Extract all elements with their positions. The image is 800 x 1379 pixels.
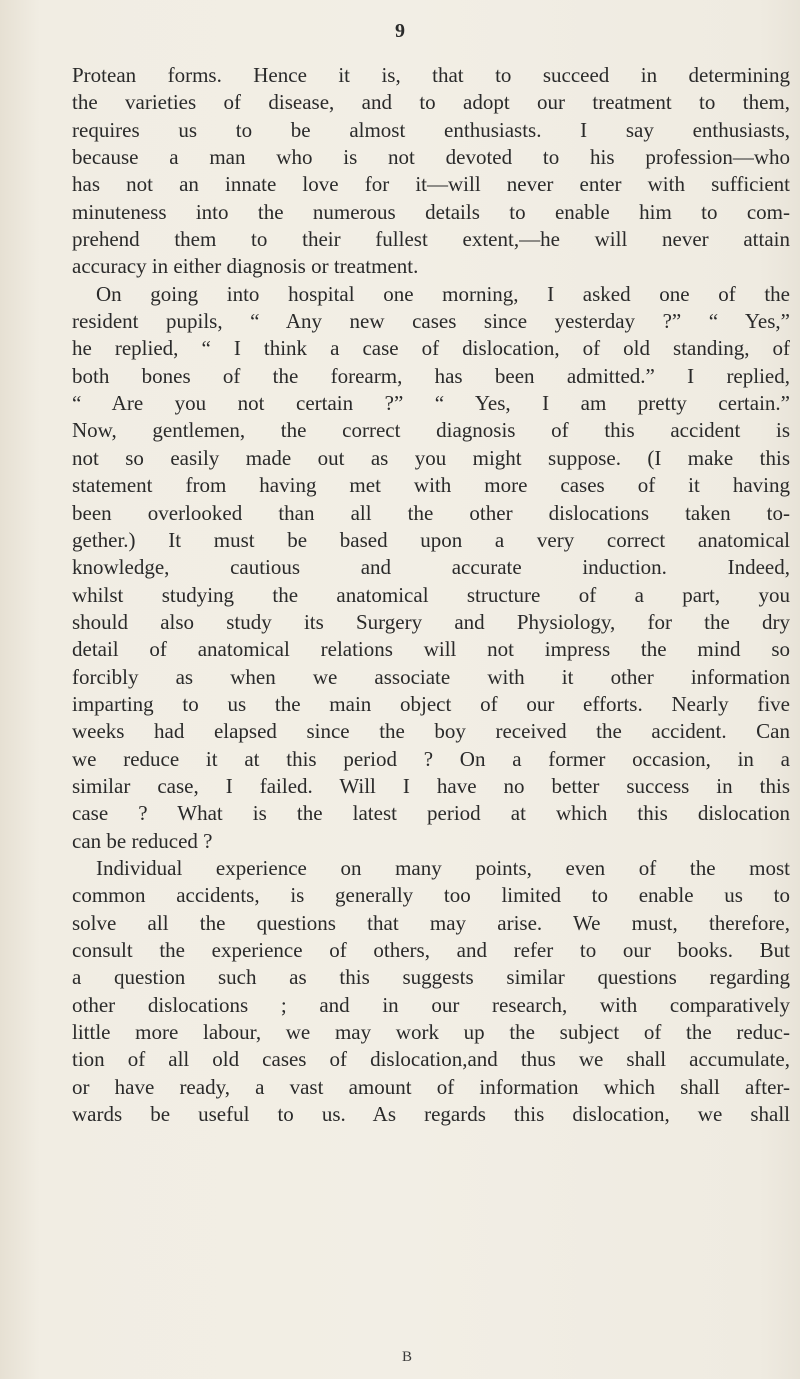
text-line: other dislocations ; and in our research, with comparatively — [72, 992, 790, 1017]
text-line: requires us to be almost enthusiasts. I say enthusiasts, — [72, 117, 790, 142]
text-line: statement from having met with more cases of it having — [72, 473, 790, 498]
text-line: a question such as this suggests similar questions regarding — [72, 965, 790, 990]
text-line: Individual experience on many points, even of the most — [96, 855, 790, 880]
text-line: not so easily made out as you might suppose. (I make this — [72, 445, 790, 470]
text-line: minuteness into the numerous details to enable him to com- — [72, 199, 790, 224]
text-line: been overlooked than all the other dislocations taken to- — [72, 500, 790, 525]
text-line: accuracy in either diagnosis or treatment. — [72, 254, 419, 279]
text-line: common accidents, is generally too limited to enable us to — [72, 883, 790, 908]
text-line: gether.) It must be based upon a very correct anatomical — [72, 527, 790, 552]
text-line: he replied, “ I think a case of dislocation, of old standing, of — [72, 336, 790, 361]
text-line: Now, gentlemen, the correct diagnosis of this accident is — [72, 418, 790, 443]
text-line: case ? What is the latest period at which this dislocation — [72, 801, 790, 826]
text-line: because a man who is not devoted to his profession—who — [72, 145, 790, 170]
text-line: Protean forms. Hence it is, that to succeed in determining — [72, 63, 790, 87]
text-line: imparting to us the main object of our efforts. Nearly five — [72, 691, 790, 716]
text-line: “ Are you not certain ?” “ Yes, I am pretty certain.” — [72, 391, 790, 416]
text-line: knowledge, cautious and accurate induction. Indeed, — [72, 555, 790, 580]
text-line: little more labour, we may work up the subject of the reduc- — [72, 1020, 790, 1045]
text-line: prehend them to their fullest extent,—he will never attain — [72, 227, 790, 252]
text-line: has not an innate love for it—will never enter with sufficient — [72, 172, 790, 197]
text-line: can be reduced ? — [72, 828, 213, 853]
text-line: similar case, I failed. Will I have no better success in this — [72, 773, 790, 798]
text-line: the varieties of disease, and to adopt our treatment to them, — [72, 90, 790, 115]
text-line: tion of all old cases of dislocation,and thus we shall accumulate, — [72, 1047, 790, 1072]
paragraph-2 — [72, 281, 790, 855]
text-line: whilst studying the anatomical structure of a part, you — [72, 582, 790, 607]
paragraph-1 — [72, 62, 790, 281]
page-number: 9 — [395, 20, 405, 42]
text-line: detail of anatomical relations will not impress the mind so — [72, 637, 790, 662]
text-line: weeks had elapsed since the boy received the accident. Can — [72, 719, 790, 744]
text-line: both bones of the forearm, has been admitted.” I replied, — [72, 363, 790, 388]
text-line: wards be useful to us. As regards this dislocation, we shall — [72, 1102, 790, 1127]
text-line: or have ready, a vast amount of information which shall after- — [72, 1074, 790, 1099]
text-line: we reduce it at this period ? On a former occasion, in a — [72, 746, 790, 771]
text-line: consult the experience of others, and refer to our books. But — [72, 938, 790, 962]
paragraph-3 — [72, 855, 790, 1128]
text-line: solve all the questions that may arise. We must, therefore, — [72, 910, 790, 935]
text-line: forcibly as when we associate with it other information — [72, 664, 790, 689]
text-line: On going into hospital one morning, I asked one of the — [96, 281, 790, 306]
text-line: resident pupils, “ Any new cases since yesterday ?” “ Yes,” — [72, 309, 790, 334]
text-line: should also study its Surgery and Physiology, for the dry — [72, 609, 790, 634]
signature-mark: B — [402, 1349, 413, 1365]
body-text — [72, 62, 790, 1128]
